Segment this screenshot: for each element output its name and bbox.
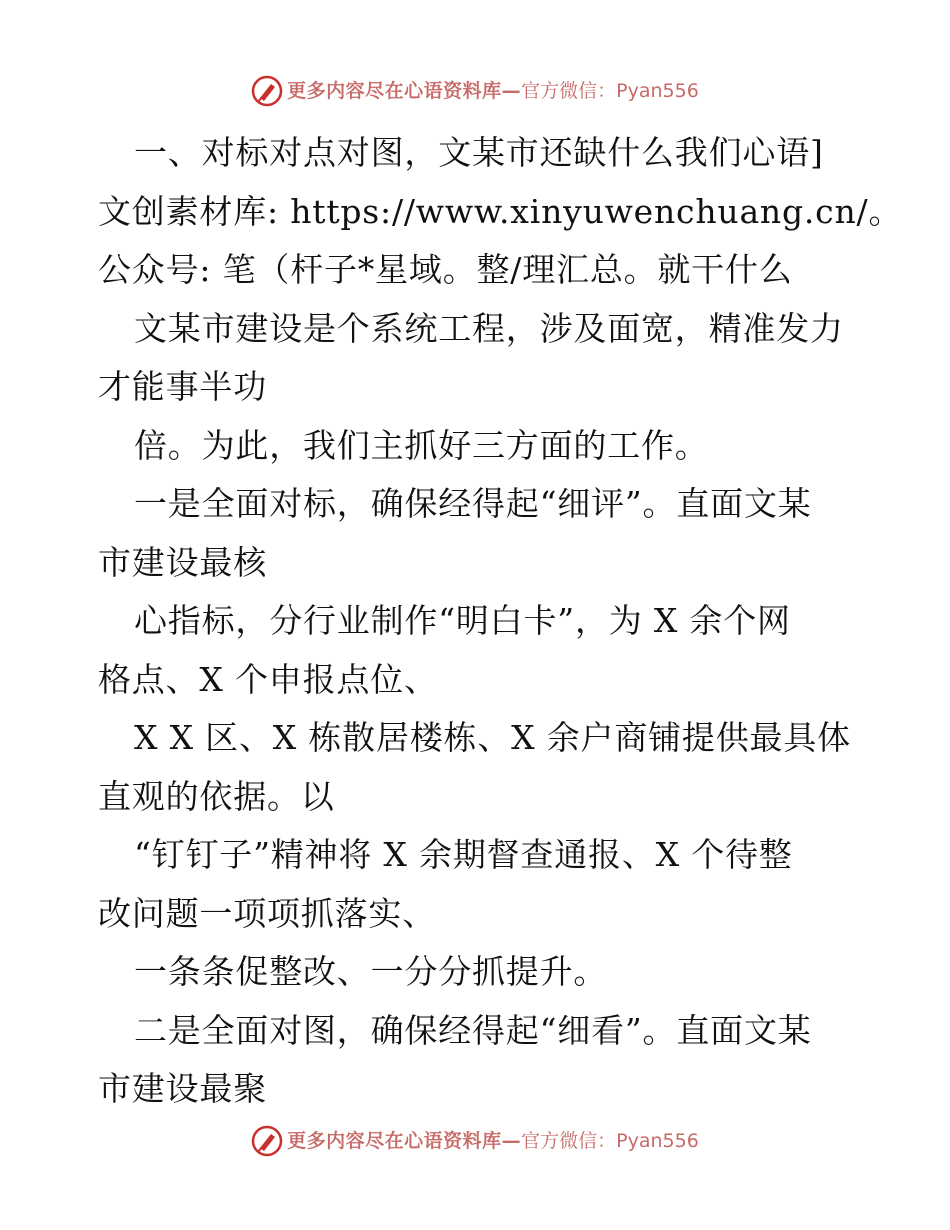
text-line-11: X X 区、X 栋散居楼栋、X 余户商铺提供最具体 xyxy=(134,718,851,757)
text-line-4: 文某市建设是个系统工程，涉及面宽，精准发力 xyxy=(134,308,844,348)
text-line-3: 公众号: 笔（杆子*星域。整/理汇总。就干什么 xyxy=(98,250,793,289)
text-line-6: 倍。为此，我们主抓好三方面的工作。 xyxy=(134,425,709,465)
text-line-5: 才能事半功 xyxy=(98,367,267,406)
text-line-12: 直观的依据。以 xyxy=(98,776,335,816)
header-banner-text: 更多内容尽在心语资料库— xyxy=(287,79,522,102)
text-line-9: 心指标，分行业制作“明白卡”，为 X 余个网 xyxy=(134,601,791,640)
document-body xyxy=(98,124,903,1119)
text-line-13: “钉钉子”精神将 X 余期督查通报、X 个待整 xyxy=(134,835,793,874)
text-line-15: 一条条促整改、一分分抓提升。 xyxy=(134,952,608,991)
header-banner-contact: 官方微信：Pyan556 xyxy=(521,79,699,102)
quill-pen-logo-icon xyxy=(251,75,283,107)
text-line-14: 改问题一项项抓落实、 xyxy=(98,893,436,933)
text-line-2: 文创素材库: https://www.xinyuwenchuang.cn/。 xyxy=(98,191,903,231)
text-line-8: 市建设最核 xyxy=(98,542,267,582)
header-watermark-banner xyxy=(0,71,950,111)
text-line-10: 格点、X 个申报点位、 xyxy=(98,659,438,699)
footer-banner-text: 更多内容尽在心语资料库— xyxy=(287,1129,522,1152)
quill-pen-logo-icon xyxy=(251,1125,283,1157)
text-line-17: 市建设最聚 xyxy=(98,1069,267,1108)
footer-banner-contact: 官方微信：Pyan556 xyxy=(521,1129,699,1152)
text-line-7: 一是全面对标，确保经得起“细评”。直面文某 xyxy=(134,484,812,523)
footer-watermark-banner xyxy=(0,1121,950,1161)
text-line-16: 二是全面对图，确保经得起“细看”。直面文某 xyxy=(134,1010,812,1050)
text-line-1: 一、对标对点对图，文某市还缺什么我们心语] xyxy=(134,133,824,172)
